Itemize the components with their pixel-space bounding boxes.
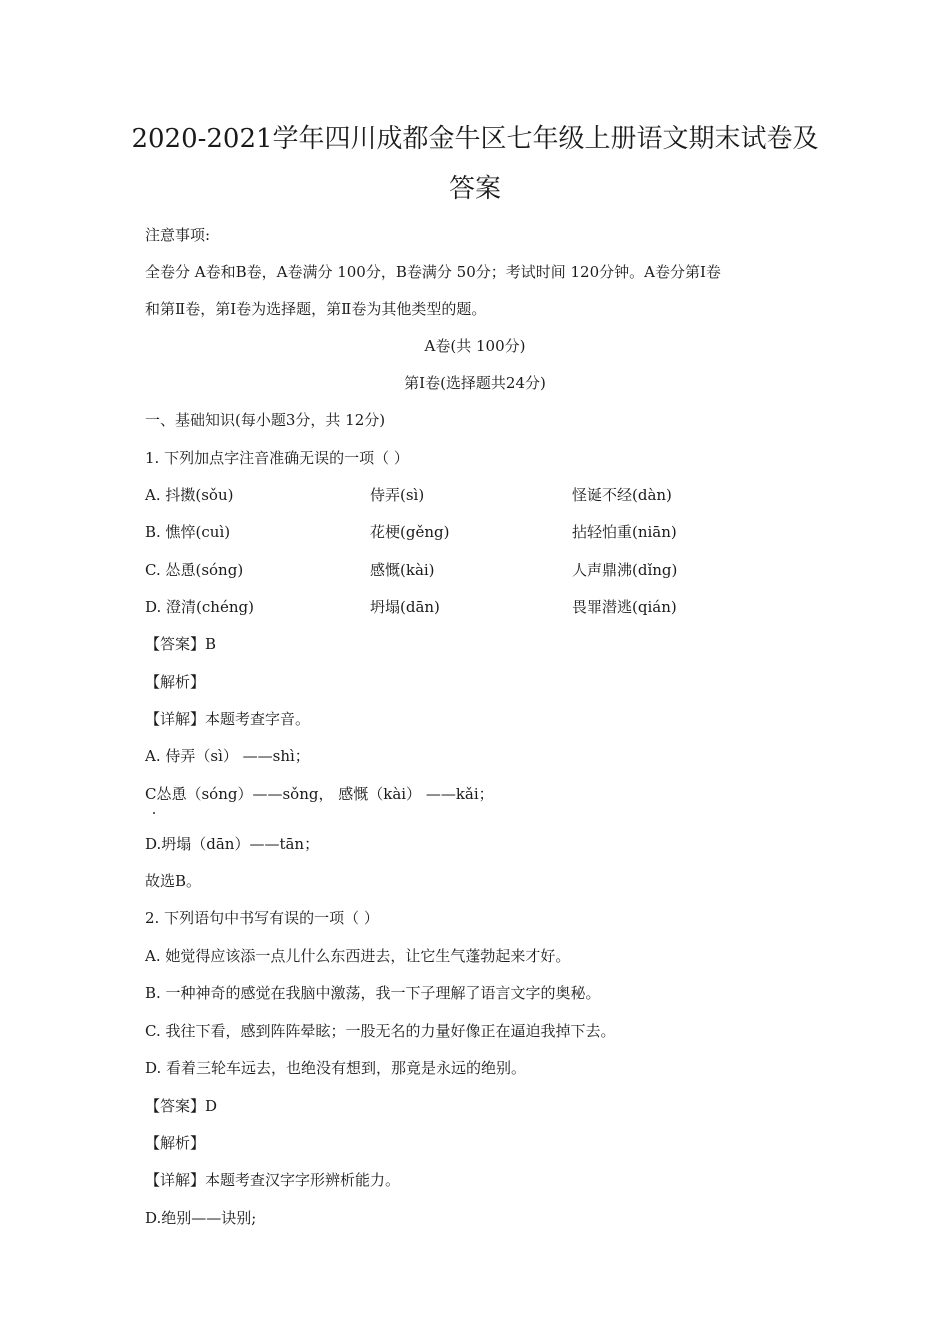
q1-option-b-2: 花梗(gěng) — [370, 523, 450, 541]
page-title-continued: 答案 — [448, 174, 501, 204]
q1-option-b-1: B. 憔悴(cuì) — [145, 523, 231, 541]
q1-option-a-1: A. 抖擞(sǒu) — [145, 486, 234, 504]
q1-option-a-2: 侍弄(sì) — [370, 486, 425, 504]
q2-detail: 【详解】本题考查汉字字形辨析能力。 — [145, 1171, 401, 1189]
notice-label: 注意事项: — [145, 226, 211, 244]
question-2-stem: 2. 下列语句中书写有误的一项（ ） — [145, 909, 379, 927]
q1-option-b-3: 拈轻怕重(niān) — [572, 523, 677, 541]
section-a-heading: A卷(共 100分) — [424, 337, 526, 355]
q1-option-d-2: 坍塌(dān) — [370, 598, 440, 616]
q2-option-c: C. 我往下看，感到阵阵晕眩；一股无名的力量好像正在逼迫我掉下去。 — [145, 1022, 616, 1040]
q2-answer: 【答案】D — [145, 1097, 218, 1115]
section-heading: 一、基础知识(每小题3分，共 12分) — [145, 411, 386, 429]
page-title: 2020-2021学年四川成都金牛区七年级上册语文期末试卷及 — [131, 124, 819, 154]
q1-explanation-a: A. 侍弄（sì） ——shì； — [145, 747, 310, 765]
q1-option-a-3: 怪诞不经(dàn) — [572, 486, 672, 504]
q2-analysis-label: 【解析】 — [145, 1134, 206, 1152]
q1-option-c-2: 感慨(kài) — [370, 561, 435, 579]
notice-text-continued: 和第Ⅱ卷，第Ⅰ卷为选择题，第Ⅱ卷为其他类型的题。 — [145, 300, 487, 318]
notice-text: 全卷分 A卷和B卷，A卷满分 100分，B卷满分 50分；考试时间 120分钟。A卷分第Ⅰ卷 — [145, 263, 721, 281]
stray-dot-mark — [153, 812, 155, 814]
q2-option-b: B. 一种神奇的感觉在我脑中激荡，我一下子理解了语言文字的奥秘。 — [145, 984, 601, 1002]
q2-explanation-d: D.绝别——诀别; — [145, 1209, 257, 1227]
q1-option-d-1: D. 澄清(chéng) — [145, 598, 254, 616]
question-1-stem: 1. 下列加点字注音准确无误的一项（ ） — [145, 449, 409, 467]
part-1-heading: 第Ⅰ卷(选择题共24分) — [404, 374, 546, 392]
q1-detail: 【详解】本题考查字音。 — [145, 710, 311, 728]
q1-option-c-1: C. 怂恿(sóng) — [145, 561, 244, 579]
q1-option-d-3: 畏罪潜逃(qián) — [572, 598, 677, 616]
q1-conclusion: 故选B。 — [145, 872, 202, 890]
q2-option-d: D. 看着三轮车远去，也绝没有想到，那竟是永远的绝别。 — [145, 1059, 527, 1077]
q1-explanation-d: D.坍塌（dān）——tān； — [145, 835, 320, 853]
q2-option-a: A. 她觉得应该添一点儿什么东西进去，让它生气蓬勃起来才好。 — [145, 947, 571, 965]
q1-analysis-label: 【解析】 — [145, 673, 206, 691]
q1-explanation-c: C怂恿（sóng）——sǒng， 感慨（kài） ——kǎi； — [145, 785, 494, 803]
q1-answer: 【答案】B — [145, 635, 217, 653]
q1-option-c-3: 人声鼎沸(dǐng) — [572, 561, 678, 579]
